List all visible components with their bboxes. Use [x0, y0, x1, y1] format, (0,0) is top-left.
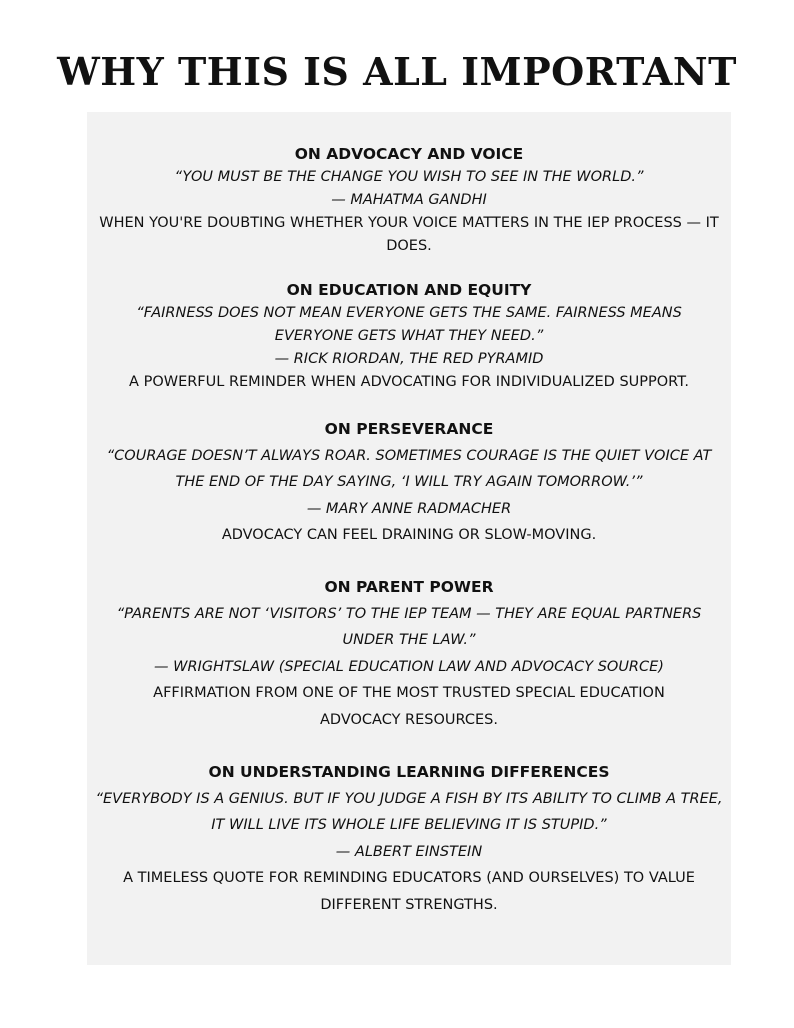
section-heading: ON PARENT POWER [324, 578, 494, 596]
section-heading: ON ADVOCACY AND VOICE [294, 145, 524, 163]
quotes-panel [87, 112, 731, 965]
section-quote: “YOU MUST BE THE CHANGE YOU WISH TO SEE IN THE WORLD.” [174, 169, 644, 185]
section-author: — WRIGHTSLAW (SPECIAL EDUCATION LAW AND ADVOCACY SOURCE) [154, 658, 664, 675]
section-parent-power [87, 574, 731, 733]
section-heading: ON EDUCATION AND EQUITY [286, 281, 532, 299]
section-education-and-equity [87, 279, 731, 394]
section-note: ADVOCACY CAN FEEL DRAINING OR SLOW-MOVING. [221, 527, 597, 543]
section-quote: “PARENTS ARE NOT ‘VISITORS’ TO THE IEP TEAM — THEY ARE EQUAL PARTNERS UNDER THE LAW.” [116, 605, 702, 648]
section-author: — MAHATMA GANDHI [331, 192, 487, 208]
section-quote: “EVERYBODY IS A GENIUS. BUT IF YOU JUDGE A FISH BY ITS ABILITY TO CLIMB A TREE, IT WILL LIVE ITS WHOLE LIFE BELIEVING IT IS STUPID.” [95, 790, 723, 833]
page-title: WHY THIS IS ALL IMPORTANT [57, 49, 737, 94]
section-perseverance [87, 416, 731, 549]
section-author: — MARY ANNE RADMACHER [306, 500, 512, 517]
section-understanding-learning-differences [87, 759, 731, 918]
section-note: WHEN YOU'RE DOUBTING WHETHER YOUR VOICE MATTERS IN THE IEP PROCESS — IT DOES. [99, 215, 719, 254]
section-heading: ON UNDERSTANDING LEARNING DIFFERENCES [208, 763, 610, 781]
section-note: A POWERFUL REMINDER WHEN ADVOCATING FOR INDIVIDUALIZED SUPPORT. [129, 374, 689, 390]
section-note: AFFIRMATION FROM ONE OF THE MOST TRUSTED SPECIAL EDUCATION ADVOCACY RESOURCES. [153, 685, 665, 728]
section-quote: “FAIRNESS DOES NOT MEAN EVERYONE GETS THE SAME. FAIRNESS MEANS EVERYONE GETS WHAT THEY NEED.” [136, 305, 682, 344]
section-heading: ON PERSEVERANCE [324, 420, 494, 438]
section-author: — ALBERT EINSTEIN [335, 843, 483, 860]
section-author: — RICK RIORDAN, THE RED PYRAMID [274, 351, 544, 367]
section-quote: “COURAGE DOESN’T ALWAYS ROAR. SOMETIMES COURAGE IS THE QUIET VOICE AT THE END OF THE DAY SAYING, ‘I WILL TRY AGAIN TOMORROW.’” [106, 447, 712, 490]
section-note: A TIMELESS QUOTE FOR REMINDING EDUCATORS (AND OURSELVES) TO VALUE DIFFERENT STRENGTHS. [123, 870, 695, 913]
section-advocacy-and-voice [87, 143, 731, 258]
